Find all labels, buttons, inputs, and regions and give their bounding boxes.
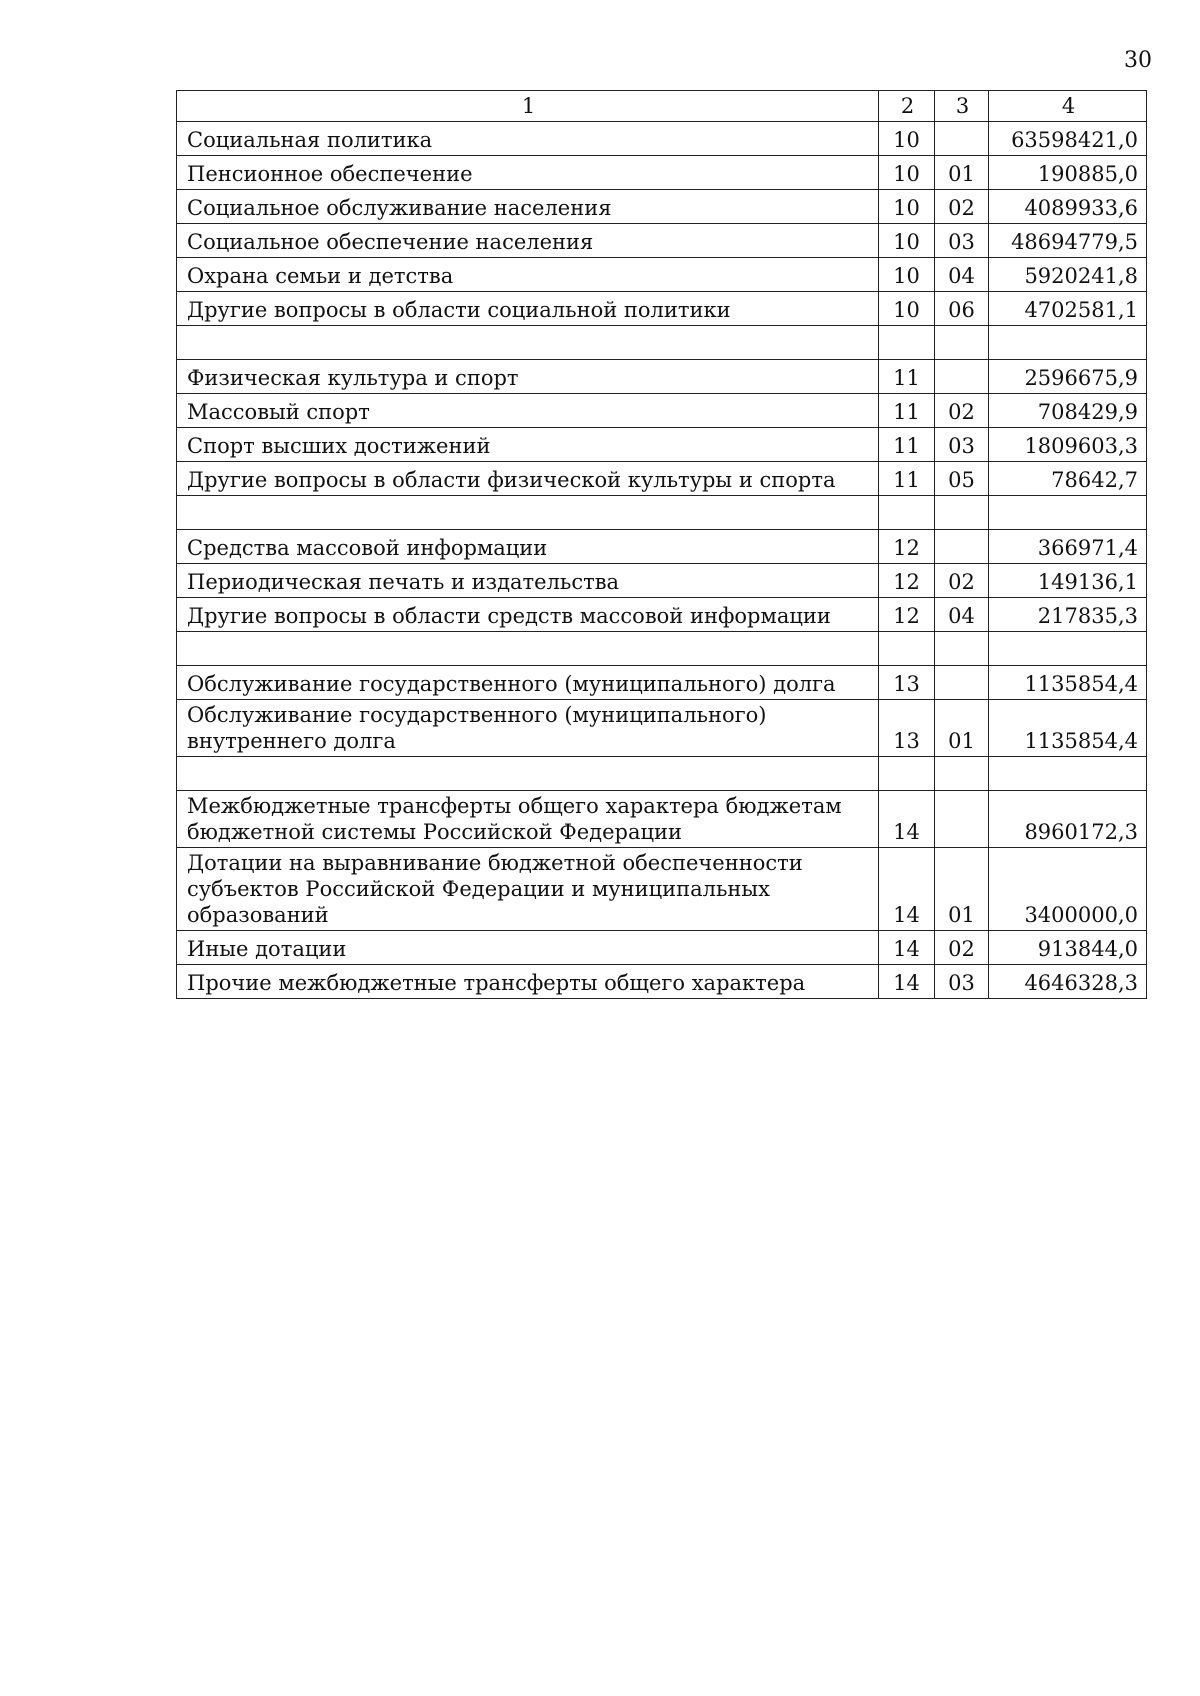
row-amount-cell: 1135854,4 — [989, 666, 1147, 700]
empty-cell — [879, 496, 935, 530]
row-name-cell: Средства массовой информации — [177, 530, 879, 564]
row-name-cell: Дотации на выравнивание бюджетной обеспеченности субъектов Российской Федерации и муниципальных образований — [177, 848, 879, 931]
row-amount-cell: 366971,4 — [989, 530, 1147, 564]
row-subsection-cell: 03 — [935, 224, 989, 258]
row-name-cell: Социальное обслуживание населения — [177, 190, 879, 224]
row-name-cell: Другие вопросы в области социальной политики — [177, 292, 879, 326]
row-subsection-cell: 03 — [935, 965, 989, 999]
table-row — [177, 190, 1147, 224]
spacer-row — [177, 757, 1147, 791]
row-section-cell: 14 — [879, 848, 935, 931]
table-row — [177, 292, 1147, 326]
spacer-row — [177, 496, 1147, 530]
row-amount-cell: 63598421,0 — [989, 122, 1147, 156]
table-row — [177, 258, 1147, 292]
empty-cell — [935, 496, 989, 530]
column-header-3: 3 — [935, 91, 989, 122]
row-subsection-cell: 04 — [935, 598, 989, 632]
row-amount-cell: 4646328,3 — [989, 965, 1147, 999]
row-section-cell: 11 — [879, 360, 935, 394]
row-amount-cell: 3400000,0 — [989, 848, 1147, 931]
empty-cell — [989, 757, 1147, 791]
table-row — [177, 122, 1147, 156]
row-subsection-cell: 02 — [935, 394, 989, 428]
empty-cell — [879, 326, 935, 360]
table-row — [177, 428, 1147, 462]
row-amount-cell: 2596675,9 — [989, 360, 1147, 394]
empty-cell — [879, 632, 935, 666]
row-name-cell: Социальная политика — [177, 122, 879, 156]
row-name-cell: Обслуживание государственного (муниципального) внутреннего долга — [177, 700, 879, 757]
row-name-cell: Другие вопросы в области физической культуры и спорта — [177, 462, 879, 496]
row-subsection-cell — [935, 666, 989, 700]
empty-cell — [989, 326, 1147, 360]
empty-cell — [935, 326, 989, 360]
row-name-cell: Иные дотации — [177, 931, 879, 965]
table-row — [177, 965, 1147, 999]
row-section-cell: 10 — [879, 258, 935, 292]
row-amount-cell: 8960172,3 — [989, 791, 1147, 848]
table-header-row — [177, 91, 1147, 122]
column-header-1: 1 — [177, 91, 879, 122]
spacer-row — [177, 326, 1147, 360]
row-name-cell: Массовый спорт — [177, 394, 879, 428]
row-section-cell: 14 — [879, 791, 935, 848]
row-section-cell: 11 — [879, 428, 935, 462]
column-header-4: 4 — [989, 91, 1147, 122]
row-section-cell: 14 — [879, 965, 935, 999]
table-row — [177, 791, 1147, 848]
table-row — [177, 564, 1147, 598]
row-amount-cell: 1809603,3 — [989, 428, 1147, 462]
row-section-cell: 13 — [879, 700, 935, 757]
table-row — [177, 462, 1147, 496]
row-section-cell: 11 — [879, 394, 935, 428]
row-subsection-cell: 04 — [935, 258, 989, 292]
table-row — [177, 394, 1147, 428]
row-name-cell: Пенсионное обеспечение — [177, 156, 879, 190]
empty-cell — [989, 496, 1147, 530]
row-name-cell: Межбюджетные трансферты общего характера бюджетам бюджетной системы Российской Федерации — [177, 791, 879, 848]
table-row — [177, 931, 1147, 965]
table-row — [177, 700, 1147, 757]
row-name-cell: Другие вопросы в области средств массовой информации — [177, 598, 879, 632]
row-amount-cell: 190885,0 — [989, 156, 1147, 190]
empty-cell — [177, 632, 879, 666]
empty-cell — [879, 757, 935, 791]
row-amount-cell: 48694779,5 — [989, 224, 1147, 258]
column-header-2: 2 — [879, 91, 935, 122]
row-name-cell: Спорт высших достижений — [177, 428, 879, 462]
row-section-cell: 10 — [879, 156, 935, 190]
row-subsection-cell — [935, 360, 989, 394]
row-subsection-cell: 02 — [935, 931, 989, 965]
row-name-cell: Обслуживание государственного (муниципального) долга — [177, 666, 879, 700]
table-row — [177, 848, 1147, 931]
empty-cell — [177, 326, 879, 360]
row-subsection-cell: 05 — [935, 462, 989, 496]
row-subsection-cell: 01 — [935, 156, 989, 190]
row-subsection-cell: 02 — [935, 190, 989, 224]
row-name-cell: Прочие межбюджетные трансферты общего характера — [177, 965, 879, 999]
table-body — [177, 122, 1147, 999]
row-amount-cell: 149136,1 — [989, 564, 1147, 598]
empty-cell — [989, 632, 1147, 666]
row-name-cell: Социальное обеспечение населения — [177, 224, 879, 258]
row-subsection-cell — [935, 122, 989, 156]
row-section-cell: 10 — [879, 122, 935, 156]
empty-cell — [935, 632, 989, 666]
row-amount-cell: 5920241,8 — [989, 258, 1147, 292]
row-amount-cell: 78642,7 — [989, 462, 1147, 496]
table-row — [177, 156, 1147, 190]
row-section-cell: 10 — [879, 224, 935, 258]
row-subsection-cell: 06 — [935, 292, 989, 326]
row-amount-cell: 708429,9 — [989, 394, 1147, 428]
row-name-cell: Периодическая печать и издательства — [177, 564, 879, 598]
row-section-cell: 14 — [879, 931, 935, 965]
budget-table — [176, 90, 1147, 999]
table-row — [177, 360, 1147, 394]
table-row — [177, 666, 1147, 700]
table-row — [177, 530, 1147, 564]
row-name-cell: Охрана семьи и детства — [177, 258, 879, 292]
row-section-cell: 10 — [879, 190, 935, 224]
table-row — [177, 224, 1147, 258]
row-subsection-cell: 02 — [935, 564, 989, 598]
row-amount-cell: 217835,3 — [989, 598, 1147, 632]
row-subsection-cell: 01 — [935, 848, 989, 931]
row-subsection-cell: 03 — [935, 428, 989, 462]
row-section-cell: 10 — [879, 292, 935, 326]
row-subsection-cell: 01 — [935, 700, 989, 757]
row-section-cell: 12 — [879, 598, 935, 632]
row-section-cell: 12 — [879, 530, 935, 564]
row-subsection-cell — [935, 791, 989, 848]
row-amount-cell: 913844,0 — [989, 931, 1147, 965]
row-amount-cell: 4702581,1 — [989, 292, 1147, 326]
row-section-cell: 12 — [879, 564, 935, 598]
row-section-cell: 13 — [879, 666, 935, 700]
empty-cell — [177, 496, 879, 530]
table-row — [177, 598, 1147, 632]
empty-cell — [177, 757, 879, 791]
row-name-cell: Физическая культура и спорт — [177, 360, 879, 394]
spacer-row — [177, 632, 1147, 666]
row-amount-cell: 1135854,4 — [989, 700, 1147, 757]
page-number: 30 — [1124, 48, 1152, 73]
empty-cell — [935, 757, 989, 791]
row-amount-cell: 4089933,6 — [989, 190, 1147, 224]
row-section-cell: 11 — [879, 462, 935, 496]
row-subsection-cell — [935, 530, 989, 564]
